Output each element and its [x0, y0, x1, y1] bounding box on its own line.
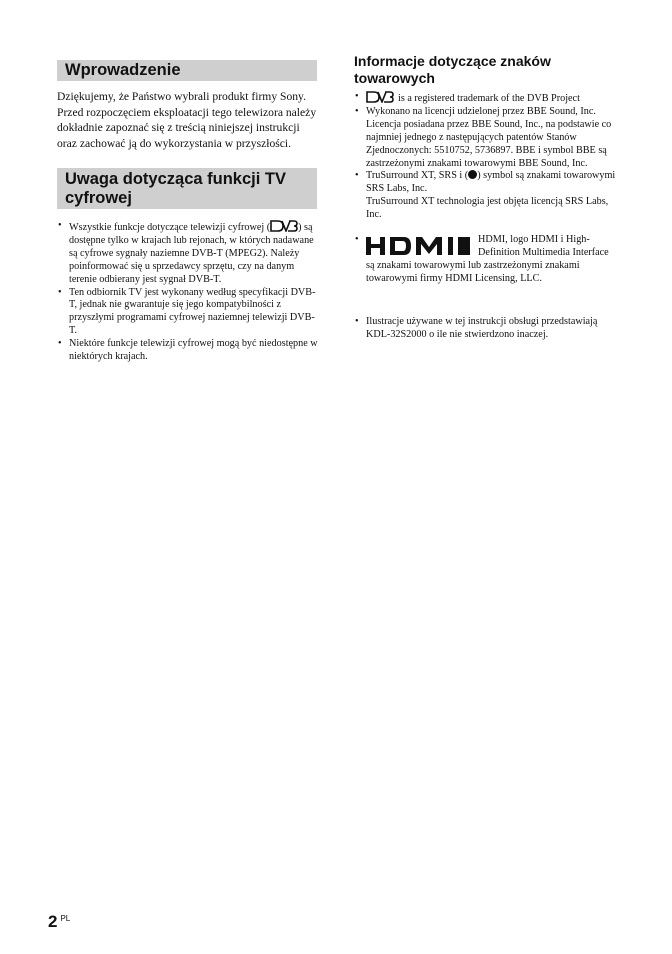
srs-text: TruSurround XT technologia jest objęta licencją SRS Labs, Inc. — [366, 196, 609, 221]
page-number: 2 — [48, 912, 58, 931]
page-footer — [48, 912, 70, 932]
svg-text:DVB: DVB — [284, 229, 287, 230]
list-item — [354, 170, 616, 222]
page-language: PL — [60, 914, 71, 923]
illustrations-note-list — [354, 316, 616, 342]
srs-circle-icon — [468, 170, 477, 179]
dvb-trademark-text: is a registered trademark of the DVB Project — [398, 93, 580, 104]
note-text: Wszystkie funkcje dotyczące telewizji cyfrowej ( — [69, 222, 271, 233]
hdmi-logo-icon — [366, 237, 470, 255]
list-item — [354, 91, 616, 106]
srs-text: ) symbol są znakami towarowymi SRS Labs, Inc. — [366, 170, 616, 195]
dvb-logo-icon — [270, 220, 298, 232]
list-item: • Ilustracje używane w tej instrukcji obsługi przedstawiają KDL-32S2000 o ile nie stwierdzono inaczej. — [354, 316, 616, 342]
trademarks-list — [354, 91, 616, 286]
note-text: ) są dostępne tylko w krajach lub rejonach, w których nadawane są cyfrowe sygnały naziemne DVB-T (MPEG2). Należy poinformować się u sprzedawcy sprzętu, czy na danym terenie odbierany jest sygnał DVB-T. — [69, 222, 314, 285]
intro-paragraph: Dziękujemy, że Państwo wybrali produkt firmy Sony. Przed rozpoczęciem eksploatacji tego telewizora należy dokładnie zapoznać się z treścią niniejszej instrukcji oraz zachować ją do wykorzystania w przyszłości. — [57, 90, 317, 150]
section-title-digital-tv — [57, 168, 317, 209]
section-title-introduction-text: Wprowadzenie — [65, 61, 181, 79]
dvb-logo-icon — [366, 91, 394, 103]
list-item: • Niektóre funkcje telewizji cyfrowej mogą być niedostępne w niektórych krajach. — [57, 338, 319, 364]
digital-tv-notes-list — [57, 220, 319, 364]
trademarks-title: Informacje dotyczące znaków towarowych — [354, 53, 551, 86]
list-item — [57, 220, 319, 287]
section-title-digital-tv-text: Uwaga dotycząca funkcji TV cyfrowej — [65, 170, 286, 207]
list-item — [354, 234, 616, 286]
list-item: • Wykonano na licencji udzielonej przez BBE Sound, Inc. Licencja posiadana przez BBE Sound, Inc., na podstawie co najmniej jednego z następujących patentów Stanów Zjednoczonych: 5510752, 5736897. BBE i symbol BBE są zastrzeżonymi znakami towarowymi BBE Sound, Inc. — [354, 106, 616, 171]
list-item: • Ten odbiornik TV jest wykonany według specyfikacji DVB-T, jednak nie gwarantuje się jego kompatybilności z przyszłymi programami cyfrowej naziemnej telewizji DVB-T. — [57, 287, 319, 339]
srs-text: TruSurround XT, SRS i ( — [366, 170, 469, 182]
hdmi-trademark-text: HDMI, logo HDMI i High-Definition Multimedia Interface są znakami towarowymi lub zastrzeżonymi znakami towarowymi firmy HDMI Licensing, LLC. — [366, 234, 609, 284]
section-title-introduction — [57, 60, 317, 81]
